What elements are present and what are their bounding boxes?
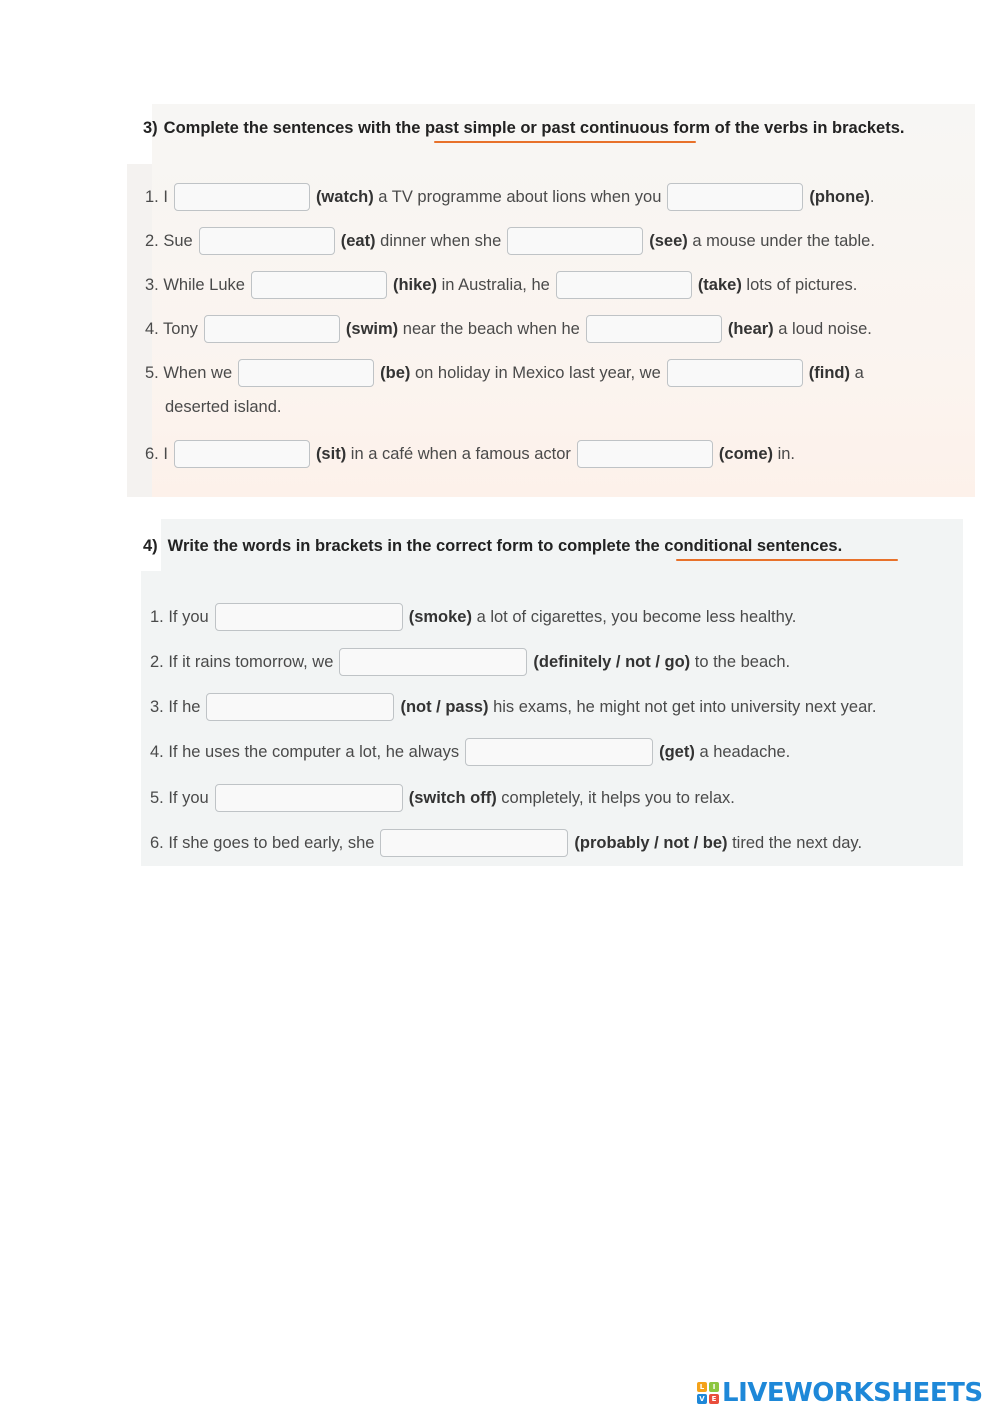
ex3-line-4 — [145, 315, 872, 343]
line-text: 5. When we — [145, 363, 233, 382]
verb-hint: (see) — [649, 231, 688, 250]
answer-input-4-2[interactable] — [339, 648, 527, 676]
verb-hint: (phone) — [809, 187, 870, 206]
line-text: 1. If you — [150, 607, 209, 626]
line-text: a lot of cigarettes, you become less healthy. — [476, 607, 797, 626]
line-text: 4. Tony — [145, 319, 198, 338]
answer-input-3-6a[interactable] — [174, 440, 310, 468]
verb-hint: (probably / not / be) — [574, 833, 728, 852]
line-text: 6. I — [145, 444, 168, 463]
line-text: dinner when she — [380, 231, 502, 250]
ex4-line-2 — [150, 648, 790, 676]
line-text: in. — [777, 444, 796, 463]
verb-hint: (smoke) — [408, 607, 472, 626]
line-text: lots of pictures. — [746, 275, 858, 294]
exercise-3-panel — [127, 104, 975, 497]
exercise-3-number: 3) — [143, 119, 158, 137]
exercise-3-instruction: Complete the sentences with the past simple or past continuous form of the verbs in brackets. — [163, 119, 905, 137]
ex3-line-2 — [145, 227, 875, 255]
logo-letter: E — [709, 1394, 719, 1404]
line-text: a headache. — [699, 742, 791, 761]
ex3-line-3 — [145, 271, 857, 299]
verb-hint: (take) — [697, 275, 742, 294]
instruction-underline — [434, 141, 696, 143]
verb-hint: (switch off) — [408, 788, 497, 807]
line-text: a TV programme about lions when you — [378, 187, 662, 206]
line-text: his exams, he might not get into university next year. — [493, 697, 877, 716]
verb-hint: (get) — [659, 742, 695, 761]
verb-hint: (be) — [380, 363, 411, 382]
logo-letter: L — [697, 1382, 707, 1392]
line-text: 5. If you — [150, 788, 209, 807]
ex3-line-6 — [145, 440, 795, 468]
verb-hint: (come) — [718, 444, 773, 463]
line-text: deserted island. — [165, 398, 282, 416]
line-text: tired the next day. — [732, 833, 863, 852]
ex4-line-1 — [150, 603, 796, 631]
line-text: on holiday in Mexico last year, we — [414, 363, 661, 382]
ex4-line-6 — [150, 829, 862, 857]
ex3-line-5 — [145, 359, 864, 387]
line-text: 3. While Luke — [145, 275, 245, 294]
instruction-underline — [676, 559, 898, 561]
ex4-line-4 — [150, 738, 790, 766]
line-text: 6. If she goes to bed early, she — [150, 833, 375, 852]
answer-input-3-5b[interactable] — [667, 359, 803, 387]
line-text: 2. Sue — [145, 231, 193, 250]
answer-input-4-3[interactable] — [206, 693, 394, 721]
verb-hint: (watch) — [315, 187, 374, 206]
line-text: a loud noise. — [778, 319, 872, 338]
answer-input-3-3b[interactable] — [556, 271, 692, 299]
answer-input-3-4b[interactable] — [586, 315, 722, 343]
line-text: 4. If he uses the computer a lot, he always — [150, 742, 460, 761]
exercise-4-number: 4) — [143, 537, 158, 555]
answer-input-4-6[interactable] — [380, 829, 568, 857]
exercise-4-heading — [143, 537, 842, 556]
verb-hint: (sit) — [315, 444, 347, 463]
ex3-line-1 — [145, 183, 874, 211]
verb-hint: (hike) — [392, 275, 437, 294]
answer-input-3-5a[interactable] — [238, 359, 374, 387]
line-text: a — [854, 363, 864, 382]
line-text: in a café when a famous actor — [350, 444, 571, 463]
line-text: 3. If he — [150, 697, 201, 716]
exercise-4-instruction: Write the words in brackets in the correct form to complete the conditional sentences. — [167, 537, 843, 555]
answer-input-3-6b[interactable] — [577, 440, 713, 468]
answer-input-3-1a[interactable] — [174, 183, 310, 211]
answer-input-3-2a[interactable] — [199, 227, 335, 255]
logo-mark-icon — [697, 1382, 719, 1404]
answer-input-4-1[interactable] — [215, 603, 403, 631]
line-text: 1. I — [145, 187, 168, 206]
line-text: in Australia, he — [441, 275, 550, 294]
liveworksheets-logo[interactable] — [697, 1380, 983, 1406]
ex4-line-5 — [150, 784, 735, 812]
verb-hint: (hear) — [727, 319, 774, 338]
answer-input-3-4a[interactable] — [204, 315, 340, 343]
answer-input-3-2b[interactable] — [507, 227, 643, 255]
line-text: . — [869, 187, 875, 206]
logo-letter: I — [709, 1382, 719, 1392]
answer-input-3-3a[interactable] — [251, 271, 387, 299]
line-text: a mouse under the table. — [692, 231, 875, 250]
line-text: 2. If it rains tomorrow, we — [150, 652, 334, 671]
verb-hint: (not / pass) — [400, 697, 489, 716]
line-text: near the beach when he — [402, 319, 580, 338]
line-text: completely, it helps you to relax. — [501, 788, 735, 807]
verb-hint: (definitely / not / go) — [533, 652, 691, 671]
answer-input-4-4[interactable] — [465, 738, 653, 766]
verb-hint: (swim) — [345, 319, 399, 338]
verb-hint: (eat) — [340, 231, 376, 250]
verb-hint: (find) — [808, 363, 850, 382]
answer-input-3-1b[interactable] — [667, 183, 803, 211]
ex3-line-5-continued — [165, 398, 282, 417]
exercise-3-heading — [143, 119, 905, 138]
logo-letter: V — [697, 1394, 707, 1404]
line-text: to the beach. — [694, 652, 791, 671]
brand-name: LIVEWORKSHEETS — [722, 1378, 983, 1408]
answer-input-4-5[interactable] — [215, 784, 403, 812]
ex4-line-3 — [150, 693, 876, 721]
